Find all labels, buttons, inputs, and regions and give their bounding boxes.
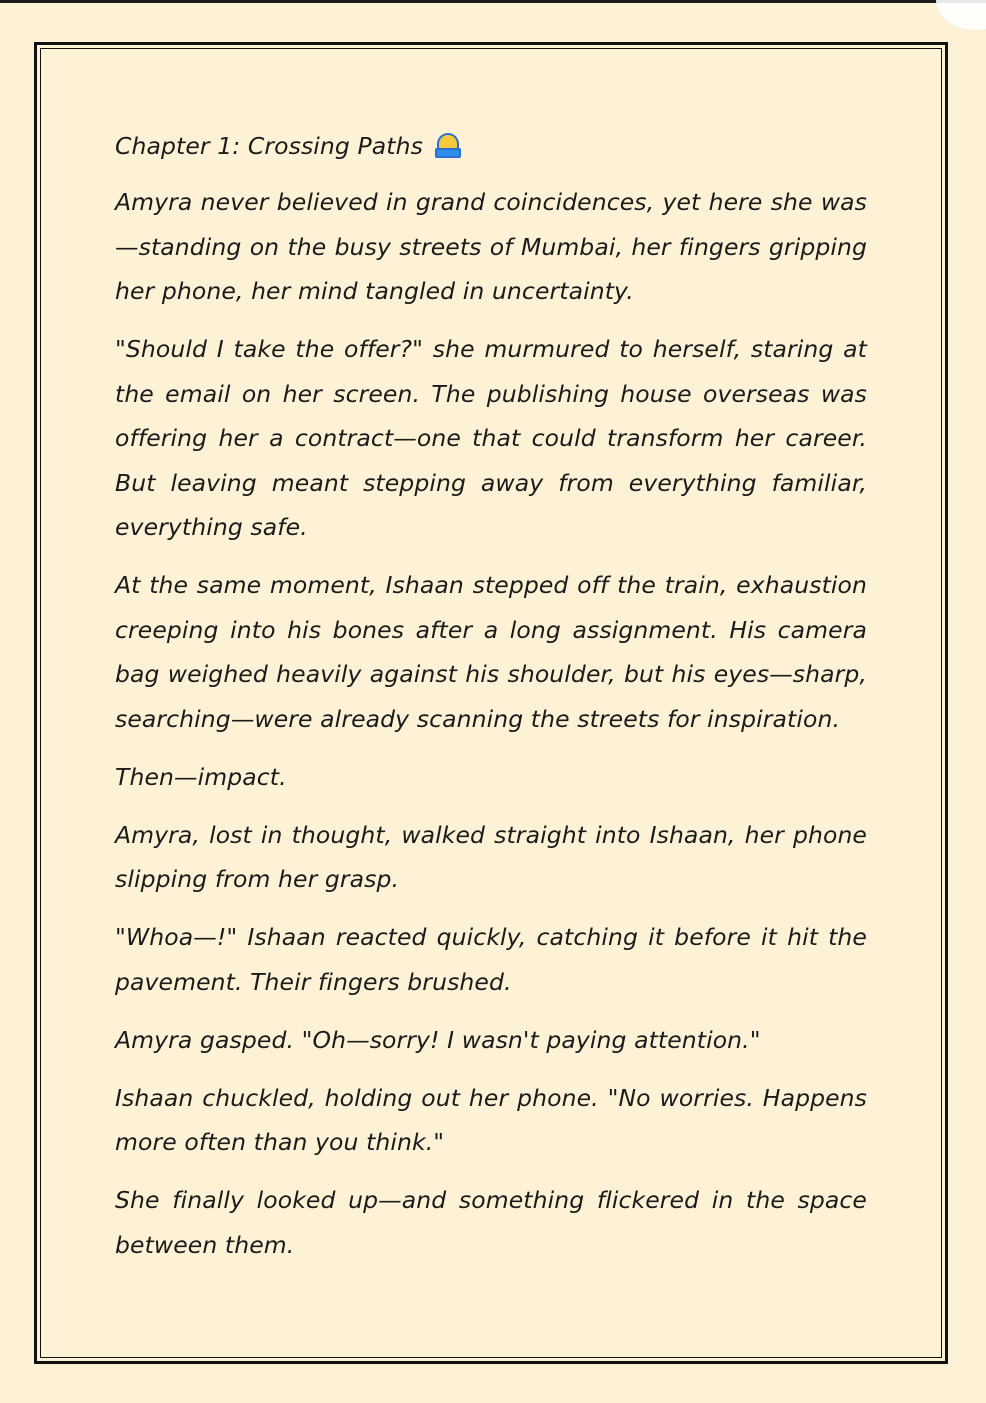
person-in-water-icon — [435, 133, 461, 159]
paragraph-6: "Whoa—!" Ishaan reacted quickly, catching it before it hit the pavement. Their fingers brushed. — [115, 923, 867, 996]
paragraph-2: "Should I take the offer?" she murmured to herself, staring at the email on her screen. The publishing house overseas was offering her a contract—one that could transform her career. But leaving meant stepping away from everything familiar, everything safe. — [115, 335, 867, 541]
page-curl-corner — [936, 0, 986, 30]
top-edge-strip — [0, 0, 986, 3]
paragraph-1: Amyra never believed in grand coincidences, yet here she was—standing on the busy streets of Mumbai, her fingers gripping her phone, her mind tangled in uncertainty. — [115, 188, 867, 305]
paragraph-7: Amyra gasped. "Oh—sorry! I wasn't paying attention." — [115, 1025, 761, 1054]
paragraph-8: Ishaan chuckled, holding out her phone. "No worries. Happens more often than you think." — [115, 1083, 867, 1156]
chapter-title — [115, 124, 867, 168]
chapter-title-text: Chapter 1: Crossing Paths — [115, 132, 423, 160]
paragraph-5: Amyra, lost in thought, walked straight into Ishaan, her phone slipping from her grasp. — [115, 820, 867, 893]
paragraph-4: Then—impact. — [115, 762, 287, 791]
chapter-content — [115, 124, 867, 1281]
paragraph-3: At the same moment, Ishaan stepped off the train, exhaustion creeping into his bones after a long assignment. His camera bag weighed heavily against his shoulder, but his eyes—sharp, searching—were already scanning the streets for inspiration. — [115, 571, 867, 733]
paragraph-9: She finally looked up—and something flickered in the space between them. — [115, 1186, 867, 1259]
